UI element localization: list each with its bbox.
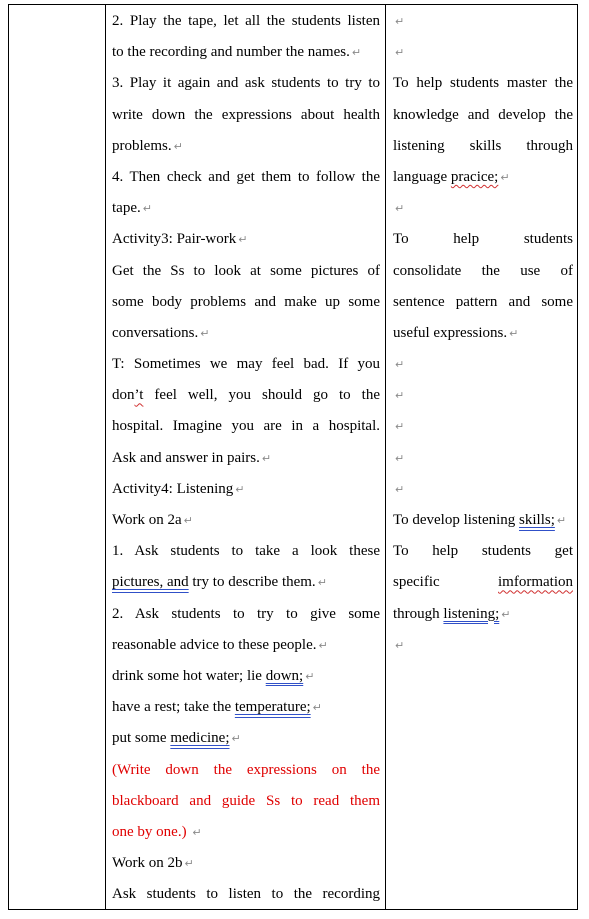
paragraph-mark-icon: ↵ (261, 451, 272, 465)
text-line: have a rest; take the temperature; ↵ (112, 699, 322, 716)
empty-line (393, 411, 573, 442)
paragraph-mark-icon: ↵ (305, 669, 315, 683)
paragraph-mark-icon: ↵ (395, 15, 405, 28)
paragraph-mark-icon: ↵ (235, 482, 245, 496)
text-line: Work on 2b ↵ (112, 855, 194, 872)
activity-heading: Activity3: Pair-work ↵ (112, 231, 248, 248)
empty-line (393, 6, 573, 37)
text-line: T: Sometimes we may feel bad. If you (112, 356, 380, 373)
text-line: tape. ↵ (112, 200, 152, 217)
text-line: listening skills through (393, 137, 573, 154)
text-line: reasonable advice to these people. ↵ (112, 636, 328, 653)
paragraph-mark-icon: ↵ (395, 451, 405, 465)
text-line: problems. ↵ (112, 137, 183, 154)
activity-heading: Activity4: Listening ↵ (112, 480, 245, 497)
text-line: knowledge and develop the (393, 106, 573, 123)
left-column-cell (8, 4, 105, 910)
red-note-line: one by one.) ↵ (112, 823, 202, 840)
paragraph-mark-icon: ↵ (192, 825, 202, 839)
text-line: language pracice; ↵ (393, 168, 510, 185)
text-line: write down the expressions about health (112, 106, 380, 123)
text-line: Ask students to listen to the recording (112, 886, 380, 903)
paragraph-mark-icon: ↵ (351, 46, 362, 60)
text-line: useful expressions. ↵ (393, 324, 519, 341)
text-line: put some medicine; ↵ (112, 730, 241, 747)
text-line: 3. Play it again and ask students to try to (112, 75, 380, 92)
text-line: through listening; ↵ (393, 605, 511, 622)
text-line: conversations. ↵ (112, 324, 210, 341)
text-line: some body problems and make up some (112, 293, 380, 310)
paragraph-mark-icon: ↵ (395, 202, 405, 216)
text-line: consolidate the use of (393, 262, 573, 279)
paragraph-mark-icon: ↵ (200, 326, 210, 340)
text-line: 2. Ask students to try to give some (112, 605, 380, 622)
red-note-line: blackboard and guide Ss to read them (112, 792, 380, 809)
empty-line (393, 193, 573, 224)
text-line: hospital. Imagine you are in a hospital. (112, 418, 380, 435)
paragraph-mark-icon: ↵ (500, 170, 510, 184)
empty-line (393, 474, 573, 505)
paragraph-mark-icon: ↵ (317, 576, 327, 590)
paragraph-mark-icon: ↵ (173, 139, 183, 153)
paragraph-mark-icon: ↵ (142, 202, 152, 216)
paragraph-mark-icon: ↵ (183, 514, 193, 527)
paragraph-mark-icon: ↵ (501, 607, 511, 621)
text-line: sentence pattern and some (393, 293, 573, 310)
paragraph-mark-icon: ↵ (238, 233, 248, 247)
paragraph-mark-icon: ↵ (231, 732, 241, 746)
paragraph-mark-icon: ↵ (312, 701, 322, 715)
paragraph-mark-icon: ↵ (395, 420, 405, 434)
purpose-text (393, 6, 573, 661)
paragraph-mark-icon: ↵ (184, 857, 194, 871)
text-line: To help students get (393, 543, 573, 560)
empty-line (393, 349, 573, 380)
text-line: 4. Then check and get them to follow the (112, 168, 380, 185)
text-line: specific imformation (393, 574, 573, 591)
paragraph-mark-icon: ↵ (395, 358, 405, 372)
text-line: 1. Ask students to take a look these (112, 543, 380, 560)
text-line: To develop listening skills; ↵ (393, 512, 567, 528)
text-line: To help students master the (393, 75, 573, 92)
paragraph-mark-icon: ↵ (395, 46, 405, 60)
text-line: to the recording and number the names. ↵ (112, 44, 362, 61)
empty-line (393, 380, 573, 411)
paragraph-mark-icon: ↵ (509, 326, 519, 340)
paragraph-mark-icon: ↵ (395, 389, 405, 403)
empty-line (393, 443, 573, 474)
empty-line (393, 630, 573, 661)
paragraph-mark-icon: ↵ (395, 638, 405, 652)
text-line: To help students (393, 231, 573, 248)
empty-line (393, 37, 573, 68)
paragraph-mark-icon: ↵ (318, 638, 328, 652)
paragraph-mark-icon: ↵ (395, 482, 405, 496)
paragraph-mark-icon: ↵ (556, 514, 567, 527)
text-line: Get the Ss to look at some pictures of (112, 262, 380, 279)
text-line: 2. Play the tape, let all the students listen (112, 13, 380, 29)
text-line: drink some hot water; lie down; ↵ (112, 667, 315, 684)
text-line: Ask and answer in pairs. ↵ (112, 449, 272, 466)
procedure-text (112, 6, 380, 910)
text-line: Work on 2a ↵ (112, 512, 193, 528)
red-note-line: (Write down the expressions on the (112, 761, 380, 778)
text-line: don’t feel well, you should go to the (112, 387, 380, 404)
text-line: pictures, and try to describe them. ↵ (112, 574, 327, 591)
